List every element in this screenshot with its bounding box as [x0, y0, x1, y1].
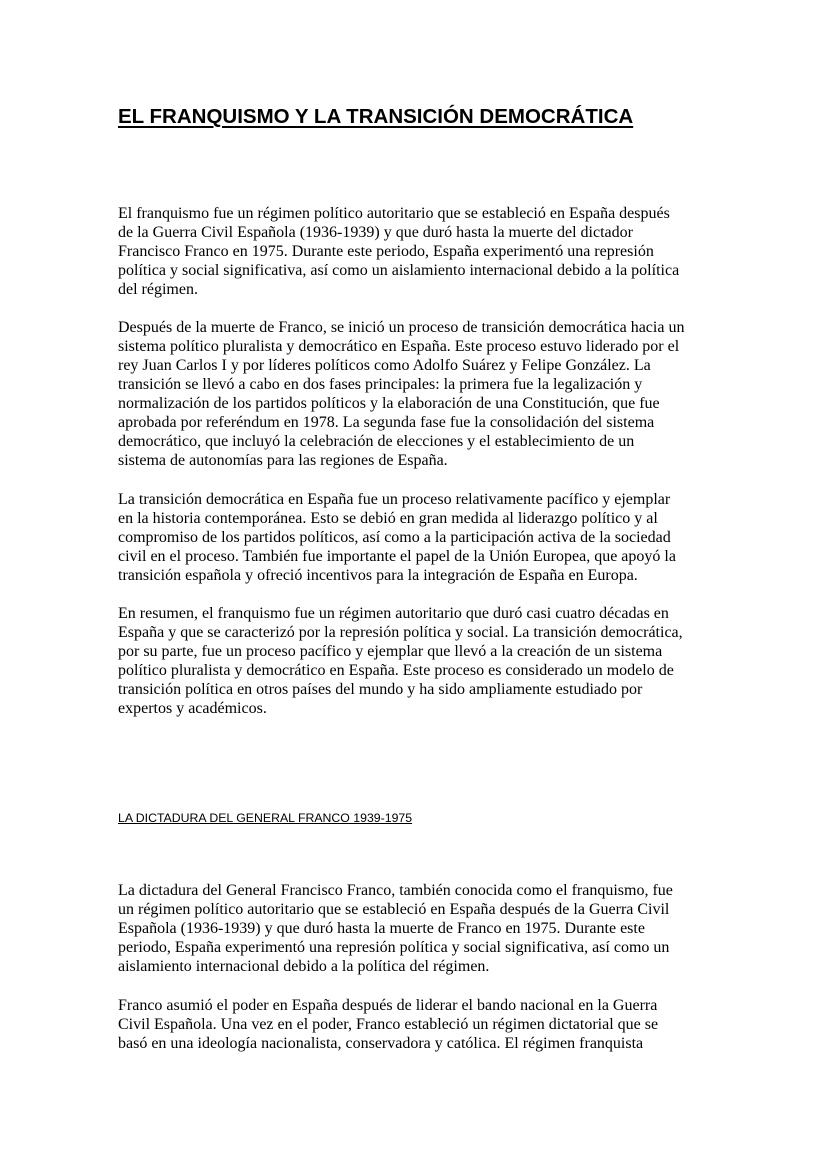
text-line: político pluralista y democrático en España. Este proceso es considerado un modelo de — [118, 662, 674, 679]
text-line: La dictadura del General Francisco Franco, también conocida como el franquismo, fue — [118, 882, 673, 899]
text-line: transición política en otros países del mundo y ha sido ampliamente estudiado por — [118, 681, 643, 698]
text-line: transición se llevó a cabo en dos fases principales: la primera fue la legalización y — [118, 376, 643, 393]
text-line: La transición democrática en España fue un proceso relativamente pacífico y ejemplar — [118, 491, 671, 508]
text-line: Civil Española. Una vez en el poder, Franco estableció un régimen dictatorial que se — [118, 1016, 659, 1033]
text-line: expertos y académicos. — [118, 700, 267, 717]
text-line: sistema de autonomías para las regiones de España. — [118, 452, 448, 469]
text-line: un régimen político autoritario que se estableció en España después de la Guerra Civil — [118, 901, 670, 918]
text-line: democrático, que incluyó la celebración de elecciones y el establecimiento de un — [118, 433, 635, 450]
text-line: periodo, España experimentó una represión política y social significativa, así como un — [118, 939, 670, 956]
text-line: rey Juan Carlos I y por líderes políticos como Adolfo Suárez y Felipe González. La — [118, 357, 651, 374]
text-line: España y que se caracterizó por la represión política y social. La transición democrática, — [118, 624, 683, 641]
text-line: política y social significativa, así como un aislamiento internacional debido a la política — [118, 262, 680, 279]
paragraph-5 — [118, 881, 673, 976]
text-line: normalización de los partidos políticos y la elaboración de una Constitución, que fue — [118, 395, 660, 412]
text-line: por su parte, fue un proceso pacífico y ejemplar que llevó a la creación de un sistema — [118, 643, 663, 660]
paragraph-3 — [118, 490, 676, 585]
text-line: basó en una ideología nacionalista, conservadora y católica. El régimen franquista — [118, 1035, 644, 1052]
text-line: compromiso de los partidos políticos, así como a la participación activa de la sociedad — [118, 529, 671, 546]
text-line: aislamiento internacional debido a la política del régimen. — [118, 958, 490, 975]
text-line: del régimen. — [118, 281, 198, 298]
text-line: El franquismo fue un régimen político autoritario que se estableció en España después — [118, 205, 670, 222]
paragraph-2 — [118, 318, 684, 470]
text-line: sistema político pluralista y democrático en España. Este proceso estuvo liderado por el — [118, 338, 680, 355]
text-line: de la Guerra Civil Española (1936-1939) y que duró hasta la muerte del dictador — [118, 224, 633, 241]
text-line: Francisco Franco en 1975. Durante este periodo, España experimentó una represión — [118, 243, 654, 260]
text-line: civil en el proceso. También fue importante el papel de la Unión Europea, que apoyó la — [118, 548, 676, 565]
paragraph-1 — [118, 204, 679, 299]
document-title: EL FRANQUISMO Y LA TRANSICIÓN DEMOCRÁTICA — [118, 105, 634, 128]
text-line: Después de la muerte de Franco, se inició un proceso de transición democrática hacia un — [118, 319, 685, 336]
text-line: Franco asumió el poder en España después de liderar el bando nacional en la Guerra — [118, 997, 658, 1014]
paragraph-4 — [118, 604, 683, 718]
text-line: aprobada por referéndum en 1978. La segunda fase fue la consolidación del sistema — [118, 414, 655, 431]
text-line: Española (1936-1939) y que duró hasta la muerte de Franco en 1975. Durante este — [118, 920, 645, 937]
text-line: transición española y ofreció incentivos para la integración de España en Europa. — [118, 567, 638, 584]
paragraph-6 — [118, 996, 658, 1053]
section-heading: LA DICTADURA DEL GENERAL FRANCO 1939-1975 — [118, 811, 413, 825]
text-line: En resumen, el franquismo fue un régimen autoritario que duró casi cuatro décadas en — [118, 605, 669, 622]
text-line: en la historia contemporánea. Esto se debió en gran medida al liderazgo político y al — [118, 510, 658, 527]
